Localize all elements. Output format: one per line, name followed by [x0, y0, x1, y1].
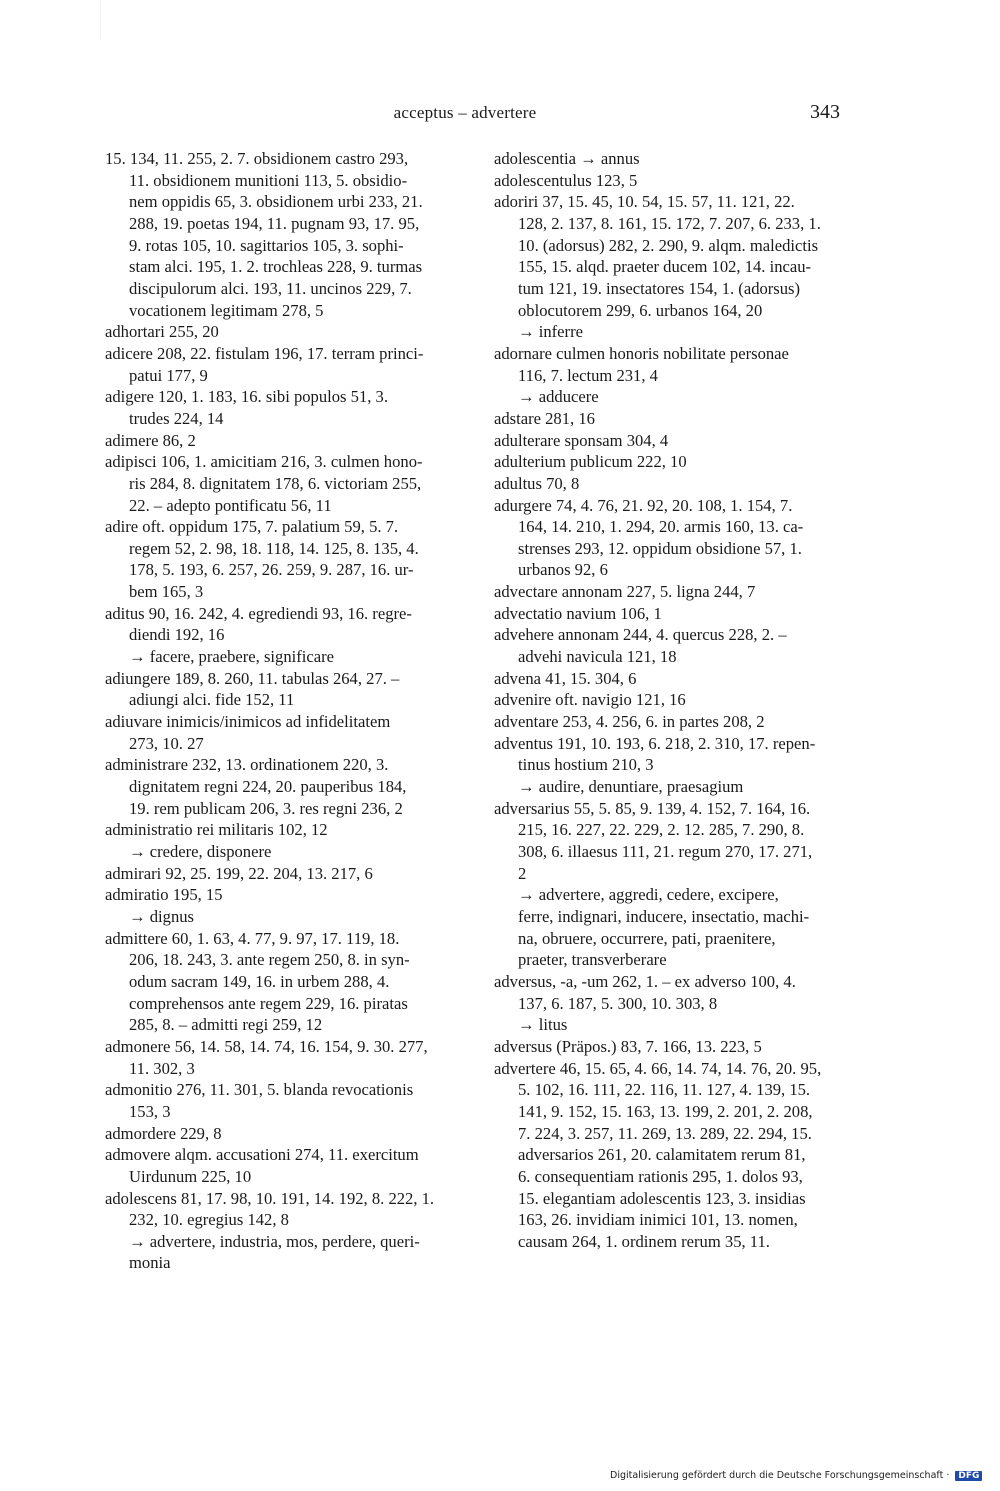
index-entry [105, 516, 445, 603]
index-entry-continuation: nem oppidis 65, 3. obsidionem urbi 233, 21. [129, 192, 423, 212]
index-entry-continuation: → adducere [518, 387, 599, 407]
index-entry-continuation: 6. consequentiam rationis 295, 1. dolos 93, [518, 1166, 803, 1186]
index-entry-continuation: stam alci. 195, 1. 2. trochleas 228, 9. turmas [129, 257, 423, 277]
index-entry [494, 408, 834, 430]
index-entry-headline: advectatio navium 106, 1 [494, 603, 662, 623]
index-entry-headline: admordere 229, 8 [105, 1123, 222, 1143]
index-entry-continuation: ris 284, 8. dignitatem 178, 6. victoriam 255, [129, 473, 422, 493]
index-entry-continuation: regem 52, 2. 98, 18. 118, 14. 125, 8. 135, 4. [129, 538, 419, 558]
index-entry [105, 321, 445, 343]
index-entry-continuation: ferre, indignari, inducere, insectatio, machi- [518, 906, 810, 926]
index-entry [494, 191, 834, 343]
index-entry-continuation: oblocutorem 299, 6. urbanos 164, 20 [518, 300, 763, 320]
dfg-logo: DFG [955, 1471, 982, 1481]
index-entry-headline: adire oft. oppidum 175, 7. palatium 59, 5. 7. [105, 517, 399, 537]
index-entry-continuation: 137, 6. 187, 5. 300, 10. 303, 8 [518, 993, 718, 1013]
index-entry [105, 863, 445, 885]
digitization-credit: Digitalisierung gefördert durch die Deutsche Forschungsgemeinschaft · DFG [610, 1470, 982, 1481]
index-entry-continuation: 178, 5. 193, 6. 257, 26. 259, 9. 287, 16. ur- [129, 560, 414, 580]
index-entry [494, 473, 834, 495]
index-entry-continuation: 153, 3 [129, 1101, 171, 1121]
index-entry-headline: adventare 253, 4. 256, 6. in partes 208, 2 [494, 712, 765, 732]
index-entry-headline: adulterare sponsam 304, 4 [494, 430, 669, 450]
index-entry-headline: adventus 191, 10. 193, 6. 218, 2. 310, 17. repen- [494, 733, 816, 753]
index-entry-continuation: 22. – adepto pontificatu 56, 11 [129, 495, 332, 515]
index-entry-continuation: 164, 14. 210, 1. 294, 20. armis 160, 13. ca- [518, 517, 804, 537]
index-entry-continuation: 308, 6. illaesus 111, 21. regum 270, 17. 271, [518, 842, 813, 861]
index-entry-continuation: odum sacram 149, 16. in urbem 288, 4. [129, 971, 390, 991]
index-entry-continuation: bem 165, 3 [129, 582, 204, 602]
index-entry-continuation: 273, 10. 27 [129, 733, 204, 753]
index-entry-continuation: 232, 10. egregius 142, 8 [129, 1210, 289, 1230]
index-entry-continuation: 116, 7. lectum 231, 4 [518, 365, 658, 385]
index-entry-headline: adigere 120, 1. 183, 16. sibi populos 51, 3. [105, 387, 388, 407]
index-entry [105, 451, 445, 516]
index-entry-continuation: 19. rem publicam 206, 3. res regni 236, 2 [129, 798, 403, 818]
index-entry-continuation: 141, 9. 152, 15. 163, 13. 199, 2. 201, 2. 208, [518, 1101, 813, 1121]
running-header: acceptus – advertere [393, 103, 537, 122]
index-entry-headline: advena 41, 15. 304, 6 [494, 668, 637, 688]
index-entry-continuation: → audire, denuntiare, praesagium [518, 777, 744, 797]
index-entry [494, 689, 834, 711]
index-entry-continuation: Uirdunum 225, 10 [129, 1166, 252, 1186]
index-entry [105, 1036, 445, 1079]
index-entry-continuation: → inferre [518, 322, 583, 342]
index-entry-continuation: 163, 26. invidiam inimici 101, 13. nomen, [518, 1210, 798, 1230]
index-entry [494, 798, 834, 971]
credit-text: Digitalisierung gefördert durch die Deutsche Forschungsgemeinschaft [610, 1470, 944, 1481]
index-entry-continuation: tum 121, 19. insectatores 154, 1. (adorsus) [518, 278, 801, 298]
index-entry-continuation: 2 [518, 863, 527, 883]
index-entry [105, 1188, 445, 1275]
scan-edge-mark [100, 0, 101, 40]
index-entry-headline: admittere 60, 1. 63, 4. 77, 9. 97, 17. 119, 18. [105, 928, 400, 948]
index-entry-continuation: adiungi alci. fide 152, 11 [129, 690, 295, 710]
index-entry-headline: aditus 90, 16. 242, 4. egrediendi 93, 16. regre- [105, 603, 412, 623]
index-entry-headline: adimere 86, 2 [105, 430, 196, 450]
index-entry-headline: adstare 281, 16 [494, 408, 595, 428]
index-entry-headline: admiratio 195, 15 [105, 885, 223, 905]
index-entry [494, 668, 834, 690]
index-entry [494, 971, 834, 1036]
index-entry-headline: adoriri 37, 15. 45, 10. 54, 15. 57, 11. 121, 22. [494, 192, 795, 212]
index-column-right [494, 148, 834, 1252]
index-entry [105, 1079, 445, 1122]
index-entry-headline: adolescentia → annus [494, 149, 640, 168]
index-entry-headline: administrare 232, 13. ordinationem 220, 3. [105, 755, 389, 775]
index-entry-continuation: tinus hostium 210, 3 [518, 755, 654, 775]
index-entry-headline: admonere 56, 14. 58, 14. 74, 16. 154, 9. 30. 277, [105, 1036, 428, 1056]
index-entry [105, 430, 445, 452]
index-entry [105, 386, 445, 429]
index-entry [494, 343, 834, 408]
index-entry [105, 343, 445, 386]
index-entry-continuation: 9. rotas 105, 10. sagittarios 105, 3. sophi- [129, 235, 404, 255]
index-entry-continuation: comprehensos ante regem 229, 16. piratas [129, 993, 408, 1013]
index-entry [494, 1036, 834, 1058]
index-entry [105, 668, 445, 711]
index-entry-continuation: 5. 102, 16. 111, 22. 116, 11. 127, 4. 139, 15. [518, 1080, 811, 1100]
index-entry-continuation: adversarios 261, 20. calamitatem rerum 81, [518, 1145, 806, 1165]
index-entry-continuation: na, obruere, occurrere, pati, praenitere, [518, 928, 776, 948]
index-entry [494, 603, 834, 625]
index-entry [105, 1144, 445, 1187]
index-entry-continuation: → credere, disponere [129, 842, 272, 861]
index-entry-headline: adulterium publicum 222, 10 [494, 452, 687, 472]
index-entry [494, 170, 834, 192]
index-entry [494, 495, 834, 582]
index-entry-headline: advertere 46, 15. 65, 4. 66, 14. 74, 14. 76, 20. 95, [494, 1058, 822, 1078]
index-entry [494, 624, 834, 667]
index-entry-continuation: urbanos 92, 6 [518, 560, 608, 580]
index-entry-continuation: 11. 302, 3 [129, 1058, 195, 1078]
index-entry [494, 451, 834, 473]
index-entry-headline: admovere alqm. accusationi 274, 11. exercitum [105, 1145, 419, 1165]
index-entry [105, 603, 445, 668]
index-entry-continuation: 10. (adorsus) 282, 2. 290, 9. alqm. maledictis [518, 235, 819, 255]
index-entry-headline: adurgere 74, 4. 76, 21. 92, 20. 108, 1. 154, 7. [494, 495, 793, 515]
index-entry [494, 1058, 834, 1253]
index-entry [494, 430, 834, 452]
index-entry-continuation: monia [129, 1253, 171, 1273]
index-entry-headline: adhortari 255, 20 [105, 322, 219, 342]
index-entry-headline: adiungere 189, 8. 260, 11. tabulas 264, 27. – [105, 668, 400, 688]
index-entry [494, 711, 834, 733]
index-entry-headline: adversarius 55, 5. 85, 9. 139, 4. 152, 7. 164, 16. [494, 798, 811, 818]
index-entry [105, 884, 445, 927]
index-entry-headline: advectare annonam 227, 5. ligna 244, 7 [494, 582, 756, 602]
index-entry-headline: adversus, -a, -um 262, 1. – ex adverso 100, 4. [494, 971, 796, 991]
index-entry-continuation: strenses 293, 12. oppidum obsidione 57, 1. [518, 538, 802, 558]
index-entry-continuation: discipulorum alci. 193, 11. uncinos 229, 7. [129, 278, 412, 298]
index-entry-continuation: diendi 192, 16 [129, 625, 225, 645]
index-entry [494, 733, 834, 798]
index-entry-headline: admonitio 276, 11. 301, 5. blanda revocationis [105, 1080, 414, 1100]
index-entry-continuation: → advertere, aggredi, cedere, excipere, [518, 885, 779, 905]
index-entry [105, 148, 445, 321]
index-entry-continuation: praeter, transverberare [518, 950, 667, 970]
index-entry-continuation: → litus [518, 1015, 568, 1035]
index-entry-continuation: 206, 18. 243, 3. ante regem 250, 8. in syn- [129, 950, 410, 970]
index-entry-continuation: → dignus [129, 906, 194, 926]
index-entry-continuation: → facere, praebere, significare [129, 647, 334, 667]
index-entry-continuation: dignitatem regni 224, 20. pauperibus 184, [129, 777, 407, 797]
index-entry-headline: adornare culmen honoris nobilitate personae [494, 343, 789, 363]
index-entry [494, 581, 834, 603]
index-entry-continuation: advehi navicula 121, 18 [518, 647, 677, 667]
index-entry-continuation: vocationem legitimam 278, 5 [129, 300, 324, 320]
index-entry-headline: 15. 134, 11. 255, 2. 7. obsidionem castro 293, [105, 149, 409, 168]
index-entry [105, 1123, 445, 1145]
index-entry-continuation: 128, 2. 137, 8. 161, 15. 172, 7. 207, 6. 233, 1. [518, 213, 821, 233]
index-entry-continuation: causam 264, 1. ordinem rerum 35, 11. [518, 1231, 770, 1251]
index-entry-headline: adultus 70, 8 [494, 473, 580, 493]
index-entry-headline: adicere 208, 22. fistulam 196, 17. terram princi- [105, 343, 424, 363]
index-entry-continuation: patui 177, 9 [129, 365, 208, 385]
index-entry-headline: adolescens 81, 17. 98, 10. 191, 14. 192, 8. 222, 1. [105, 1188, 435, 1208]
index-entry-continuation: 11. obsidionem munitioni 113, 5. obsidio- [129, 170, 408, 190]
index-entry-headline: adolescentulus 123, 5 [494, 170, 638, 190]
index-entry-continuation: 288, 19. poetas 194, 11. pugnam 93, 17. 95, [129, 213, 420, 233]
index-entry-continuation: trudes 224, 14 [129, 408, 224, 428]
index-entry-headline: adiuvare inimicis/inimicos ad infidelitatem [105, 712, 391, 732]
index-entry-headline: adversus (Präpos.) 83, 7. 166, 13. 223, 5 [494, 1036, 762, 1056]
index-column-left [105, 148, 445, 1274]
index-entry-continuation: → advertere, industria, mos, perdere, queri- [129, 1231, 420, 1251]
index-entry [494, 148, 834, 170]
index-entry-headline: admirari 92, 25. 199, 22. 204, 13. 217, 6 [105, 863, 373, 883]
index-entry-continuation: 285, 8. – admitti regi 259, 12 [129, 1015, 323, 1035]
index-entry [105, 928, 445, 1036]
index-entry-headline: adipisci 106, 1. amicitiam 216, 3. culmen hono- [105, 452, 423, 472]
index-entry-continuation: 155, 15. alqd. praeter ducem 102, 14. incau- [518, 257, 812, 277]
index-entry-continuation: 7. 224, 3. 257, 11. 269, 13. 289, 22. 294, 15. [518, 1123, 812, 1143]
index-entry [105, 819, 445, 862]
index-entry-headline: advenire oft. navigio 121, 16 [494, 690, 686, 710]
index-entry-headline: administratio rei militaris 102, 12 [105, 820, 328, 840]
index-entry-continuation: 15. elegantiam adolescentis 123, 3. insidias [518, 1188, 806, 1208]
index-entry-continuation: 215, 16. 227, 22. 229, 2. 12. 285, 7. 290, 8. [518, 820, 805, 840]
page-number: 343 [810, 101, 840, 123]
index-entry [105, 711, 445, 754]
index-entry [105, 754, 445, 819]
index-entry-headline: advehere annonam 244, 4. quercus 228, 2. – [494, 625, 787, 645]
